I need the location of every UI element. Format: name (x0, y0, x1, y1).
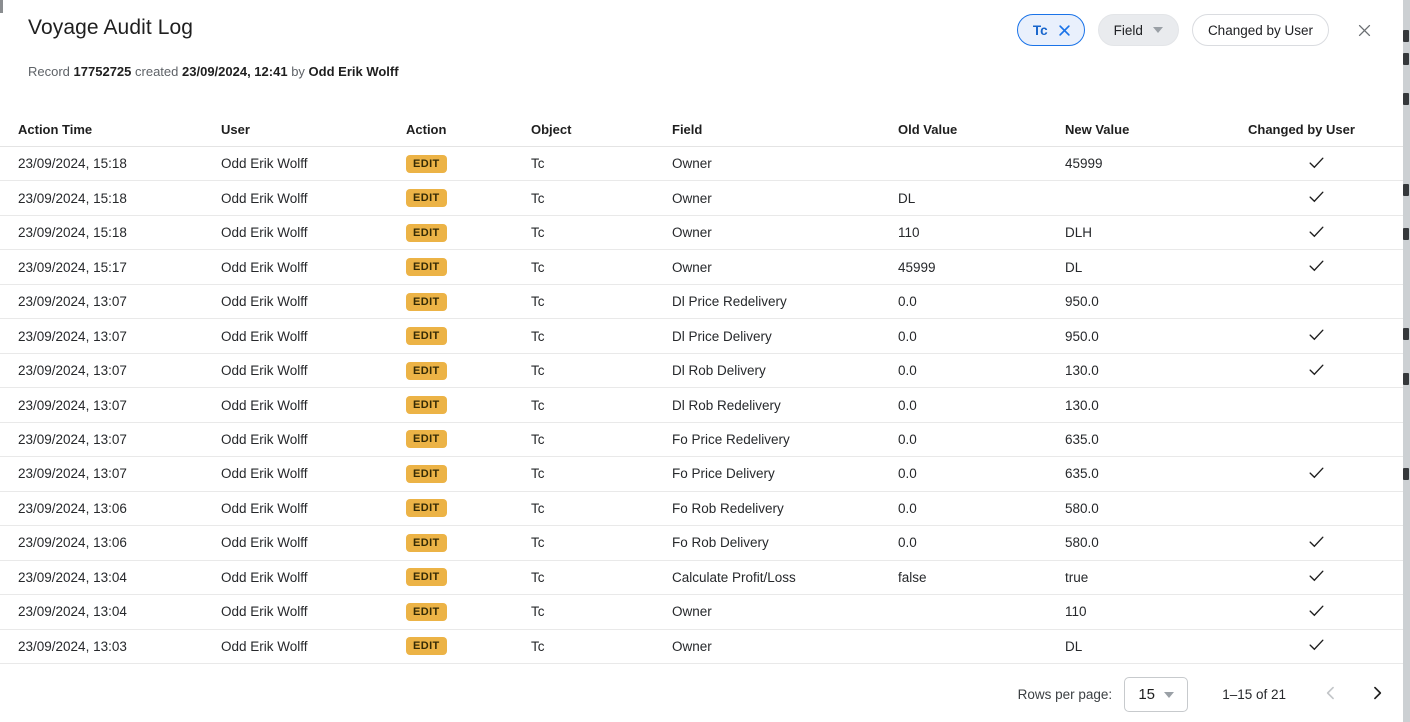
column-header: Old Value (898, 121, 958, 137)
cell-object: Tc (531, 294, 545, 310)
column-header: Changed by User (1248, 121, 1355, 137)
cell-field: Owner (672, 638, 712, 654)
cell-changed-by-user (1248, 635, 1385, 657)
table-row (0, 147, 1403, 181)
cell-field: Owner (672, 225, 712, 241)
action-badge: EDIT (406, 603, 447, 621)
filter-chip-field-label: Field (1113, 22, 1143, 38)
close-icon (1356, 22, 1373, 39)
action-badge: EDIT (406, 396, 447, 414)
cell-object: Tc (531, 328, 545, 344)
cell-changed-by-user (1248, 153, 1385, 175)
cell-object: Tc (531, 156, 545, 172)
cell-action (406, 637, 531, 655)
cell-user: Odd Erik Wolff (221, 156, 308, 172)
cell-action-time: 23/09/2024, 13:07 (18, 431, 127, 447)
chevron-down-icon (1153, 27, 1163, 33)
scrollbar-mark (1403, 30, 1409, 42)
cell-action-time: 23/09/2024, 15:18 (18, 156, 127, 172)
cell-old-value: 45999 (898, 259, 936, 275)
cell-action (406, 155, 531, 173)
table-row (0, 595, 1403, 629)
cell-object: Tc (531, 259, 545, 275)
cell-new-value: 635.0 (1065, 431, 1099, 447)
action-badge: EDIT (406, 362, 447, 380)
cell-action (406, 603, 531, 621)
previous-page-button[interactable] (1318, 682, 1344, 708)
table-row (0, 250, 1403, 284)
record-created-by: Odd Erik Wolff (308, 64, 399, 79)
check-icon (1307, 256, 1326, 278)
check-icon (1307, 360, 1326, 382)
scrollbar-mark (1403, 468, 1409, 480)
cell-old-value: 0.0 (898, 294, 917, 310)
scrollbar-mark (1403, 53, 1409, 65)
action-badge: EDIT (406, 568, 447, 586)
cell-user: Odd Erik Wolff (221, 294, 308, 310)
pagination-bar (1018, 677, 1390, 712)
cell-action (406, 189, 531, 207)
cell-action-time: 23/09/2024, 13:07 (18, 397, 127, 413)
cell-action (406, 362, 531, 380)
cell-field: Owner (672, 604, 712, 620)
cell-new-value: 130.0 (1065, 397, 1099, 413)
cell-action-time: 23/09/2024, 15:18 (18, 225, 127, 241)
cell-changed-by-user (1248, 532, 1385, 554)
cell-action-time: 23/09/2024, 13:04 (18, 569, 127, 585)
action-badge: EDIT (406, 430, 447, 448)
table-row (0, 354, 1403, 388)
check-icon (1307, 635, 1326, 657)
filter-chip-changed-by-user-label: Changed by User (1207, 22, 1313, 38)
scrollbar-mark (1403, 373, 1409, 385)
audit-log-table (0, 112, 1403, 664)
action-badge: EDIT (406, 465, 447, 483)
cell-user: Odd Erik Wolff (221, 604, 308, 620)
cell-action-time: 23/09/2024, 15:17 (18, 259, 127, 275)
rows-per-page-select[interactable] (1124, 677, 1188, 712)
scrollbar-mark (1403, 184, 1409, 196)
check-icon (1307, 601, 1326, 623)
filter-chips (1017, 14, 1376, 46)
cell-action (406, 224, 531, 242)
table-row (0, 181, 1403, 215)
cell-user: Odd Erik Wolff (221, 569, 308, 585)
cell-field: Dl Rob Delivery (672, 363, 766, 379)
cell-field: Owner (672, 156, 712, 172)
chevron-left-icon (1321, 683, 1341, 706)
cell-old-value: 0.0 (898, 397, 917, 413)
action-badge: EDIT (406, 637, 447, 655)
cell-action-time: 23/09/2024, 15:18 (18, 190, 127, 206)
cell-changed-by-user (1248, 394, 1385, 416)
cell-field: Dl Price Redelivery (672, 294, 787, 310)
cell-changed-by-user (1248, 601, 1385, 623)
cell-new-value: 580.0 (1065, 535, 1099, 551)
cell-user: Odd Erik Wolff (221, 638, 308, 654)
cell-action (406, 465, 531, 483)
table-row (0, 423, 1403, 457)
action-badge: EDIT (406, 499, 447, 517)
check-icon (1307, 187, 1326, 209)
filter-chip-field[interactable] (1098, 14, 1179, 46)
cell-field: Fo Rob Redelivery (672, 500, 784, 516)
cell-user: Odd Erik Wolff (221, 535, 308, 551)
cell-object: Tc (531, 466, 545, 482)
check-icon (1307, 153, 1326, 175)
cell-field: Calculate Profit/Loss (672, 569, 796, 585)
table-row (0, 285, 1403, 319)
column-header: New Value (1065, 121, 1130, 137)
scrollbar-mark (1403, 93, 1409, 105)
scrollbar-mark (1403, 328, 1409, 340)
record-id: 17752725 (73, 64, 132, 79)
cell-changed-by-user (1248, 463, 1385, 485)
cell-user: Odd Erik Wolff (221, 431, 308, 447)
cell-old-value: 0.0 (898, 466, 917, 482)
cell-object: Tc (531, 190, 545, 206)
cell-changed-by-user (1248, 497, 1385, 519)
cell-new-value: true (1065, 569, 1089, 585)
action-badge: EDIT (406, 224, 447, 242)
pagination-range: 1–15 of 21 (1222, 687, 1286, 702)
table-row (0, 216, 1403, 250)
cell-object: Tc (531, 535, 545, 551)
table-row (0, 457, 1403, 491)
filter-chip-tc[interactable] (1017, 14, 1085, 46)
column-header: Action (406, 121, 447, 137)
record-summary (28, 64, 399, 79)
check-icon (1307, 463, 1326, 485)
cell-object: Tc (531, 500, 545, 516)
table-header-row (0, 112, 1403, 147)
cell-user: Odd Erik Wolff (221, 328, 308, 344)
cell-new-value: DL (1065, 638, 1083, 654)
table-row (0, 630, 1403, 664)
cell-old-value: 0.0 (898, 328, 917, 344)
column-header: User (221, 121, 250, 137)
cell-action-time: 23/09/2024, 13:07 (18, 363, 127, 379)
cell-field: Fo Rob Delivery (672, 535, 769, 551)
cell-object: Tc (531, 638, 545, 654)
filter-chip-tc-label: Tc (1032, 22, 1048, 38)
cell-action-time: 23/09/2024, 13:06 (18, 500, 127, 516)
cell-changed-by-user (1248, 187, 1385, 209)
cell-action-time: 23/09/2024, 13:03 (18, 638, 127, 654)
action-badge: EDIT (406, 327, 447, 345)
action-badge: EDIT (406, 293, 447, 311)
column-header: Field (672, 121, 703, 137)
rows-per-page-value: 15 (1138, 686, 1156, 703)
cell-action (406, 568, 531, 586)
cell-changed-by-user (1248, 360, 1385, 382)
cell-changed-by-user (1248, 566, 1385, 588)
cell-user: Odd Erik Wolff (221, 500, 308, 516)
cell-old-value: DL (898, 190, 916, 206)
cell-new-value: DLH (1065, 225, 1093, 241)
cell-new-value: 45999 (1065, 156, 1103, 172)
cell-field: Dl Price Delivery (672, 328, 772, 344)
action-badge: EDIT (406, 189, 447, 207)
cell-user: Odd Erik Wolff (221, 363, 308, 379)
cell-action (406, 327, 531, 345)
check-icon (1307, 222, 1326, 244)
cell-new-value: 635.0 (1065, 466, 1099, 482)
cell-action (406, 396, 531, 414)
cell-object: Tc (531, 431, 545, 447)
table-row (0, 561, 1403, 595)
rows-per-page-label: Rows per page: (1017, 687, 1113, 702)
remove-tc-filter-icon[interactable] (1057, 23, 1072, 38)
cell-old-value: 0.0 (898, 363, 917, 379)
filter-chip-changed-by-user[interactable] (1192, 14, 1329, 46)
cell-object: Tc (531, 397, 545, 413)
cell-object: Tc (531, 604, 545, 620)
cell-field: Fo Price Delivery (672, 466, 775, 482)
check-icon (1307, 532, 1326, 554)
cell-new-value: 130.0 (1065, 363, 1099, 379)
cell-changed-by-user (1248, 222, 1385, 244)
cell-old-value: false (898, 569, 927, 585)
cell-old-value: 0.0 (898, 500, 917, 516)
cell-new-value: DL (1065, 259, 1083, 275)
record-word: Record (28, 64, 70, 79)
cell-user: Odd Erik Wolff (221, 259, 308, 275)
action-badge: EDIT (406, 534, 447, 552)
cell-action (406, 430, 531, 448)
column-header: Action Time (18, 121, 93, 137)
cell-user: Odd Erik Wolff (221, 225, 308, 241)
cell-action-time: 23/09/2024, 13:07 (18, 466, 127, 482)
cell-action-time: 23/09/2024, 13:07 (18, 294, 127, 310)
cell-new-value: 110 (1065, 604, 1087, 620)
next-page-button[interactable] (1364, 682, 1390, 708)
by-word: by (291, 64, 305, 79)
cell-field: Owner (672, 190, 712, 206)
check-icon (1307, 325, 1326, 347)
cell-action-time: 23/09/2024, 13:06 (18, 535, 127, 551)
cell-object: Tc (531, 363, 545, 379)
cell-changed-by-user (1248, 291, 1385, 313)
cell-new-value: 950.0 (1065, 328, 1099, 344)
cell-user: Odd Erik Wolff (221, 466, 308, 482)
cell-field: Fo Price Redelivery (672, 431, 790, 447)
close-button[interactable] (1352, 18, 1376, 42)
table-row (0, 388, 1403, 422)
page-title: Voyage Audit Log (28, 16, 194, 39)
cell-action (406, 499, 531, 517)
cell-user: Odd Erik Wolff (221, 190, 308, 206)
cell-new-value: 580.0 (1065, 500, 1099, 516)
cell-old-value: 0.0 (898, 431, 917, 447)
cell-action (406, 534, 531, 552)
check-icon (1307, 566, 1326, 588)
cell-action (406, 258, 531, 276)
action-badge: EDIT (406, 258, 447, 276)
cell-changed-by-user (1248, 428, 1385, 450)
cell-object: Tc (531, 225, 545, 241)
table-row (0, 526, 1403, 560)
cell-object: Tc (531, 569, 545, 585)
column-header: Object (531, 121, 572, 137)
cell-old-value: 110 (898, 225, 920, 241)
table-row (0, 492, 1403, 526)
right-scrollbar[interactable] (1403, 0, 1410, 722)
action-badge: EDIT (406, 155, 447, 173)
cell-field: Dl Rob Redelivery (672, 397, 781, 413)
cell-field: Owner (672, 259, 712, 275)
cell-action-time: 23/09/2024, 13:04 (18, 604, 127, 620)
cell-user: Odd Erik Wolff (221, 397, 308, 413)
chevron-down-icon (1164, 692, 1174, 698)
cell-action-time: 23/09/2024, 13:07 (18, 328, 127, 344)
created-word: created (135, 64, 179, 79)
cell-changed-by-user (1248, 256, 1385, 278)
scrollbar-mark (1403, 228, 1409, 240)
cell-old-value: 0.0 (898, 535, 917, 551)
cell-action (406, 293, 531, 311)
window-edge-artifact (0, 0, 3, 13)
table-body (0, 147, 1403, 664)
chevron-right-icon (1367, 683, 1387, 706)
cell-new-value: 950.0 (1065, 294, 1099, 310)
record-created-at: 23/09/2024, 12:41 (182, 64, 288, 79)
table-row (0, 319, 1403, 353)
cell-changed-by-user (1248, 325, 1385, 347)
